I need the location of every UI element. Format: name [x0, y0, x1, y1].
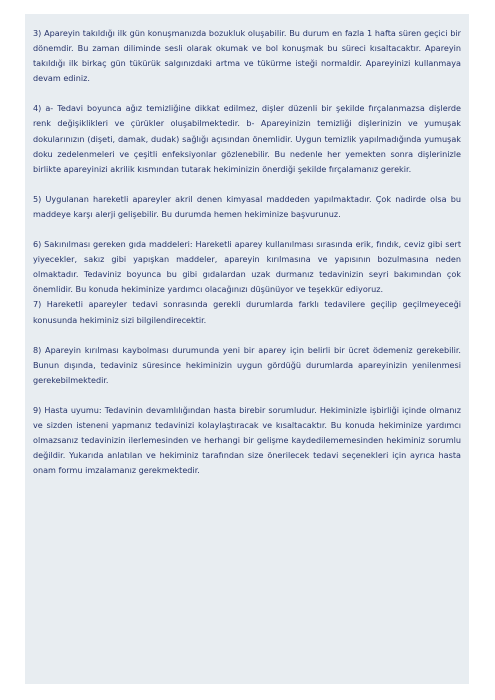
paragraph-6: 6) Sakınılması gereken gıda maddeleri: Hareketli aparey kullanılması sırasında erik, fındık, ceviz gibi sert yiyecekler, sakız gibi yapışkan maddeler, apareyin kırılmasına ve yapısının bozulmasına neden olmaktadır. Tedaviniz boyunca bu gibi gıdalardan uzak durmanız tedavinizin seyri bakımından çok önemlidir. Bu konuda hekiminize yardımcı olacağınızı düşünüyor ve teşekkür ediyoruz.: [33, 239, 461, 295]
paragraph-4: 4) a- Tedavi boyunca ağız temizliğine dikkat edilmez, dişler düzenli bir şekilde fırçalanmazsa dişlerde renk değişiklikleri ve çürükler oluşabilmektedir. b- Apareyinizin temizliği dişlerinizin ve yumuşak dokularınızın (dişeti, damak, dudak) sağlığı açısından önemlidir. Uygun temizlik yapılmadığında yumuşak doku zedelenmeleri ve çeşitli enfeksiyonlar gözlenebilir. Bu nedenle her yemekten sonra dişlerinizle birlikte apareyinizi akrilik kısmından tutarak hekiminizin önerdiği şekilde fırçalamanız gerekir.: [33, 103, 461, 174]
paragraph-5: 5) Uygulanan hareketli apareyler akril denen kimyasal maddeden yapılmaktadır. Çok nadirde olsa bu maddeye karşı alerji gelişebilir. Bu durumda hemen hekiminize başvurunuz.: [33, 193, 461, 219]
paragraph-7: 7) Hareketli apareyler tedavi sonrasında gerekli durumlarda farklı tedavilere geçilip geçilmeyeceği konusunda hekiminiz sizi bilgilendirecektir.: [33, 299, 461, 325]
paragraph-8: 8) Apareyin kırılması kaybolması durumunda yeni bir aparey için belirli bir ücret ödemeniz gerekebilir. Bunun dışında, tedaviniz süresince hekiminizin uygun gördüğü durumlarda apareyinizin yenilenmesi gerekebilmektedir.: [33, 344, 461, 385]
paragraph-3: 3) Apareyin takıldığı ilk gün konuşmanızda bozukluk oluşabilir. Bu durum en fazla 1 hafta süren geçici bir dönemdir. Bu zaman diliminde sesli olarak okumak ve bol konuşmak bu süreci kısaltacaktır. Apareyin takıldığı ilk birkaç gün tükürük salgınızdaki artma ve tükürme isteği normaldir. Apareyinizi kullanmaya devam ediniz.: [33, 28, 461, 84]
paragraph-9: 9) Hasta uyumu: Tedavinin devamlılığından hasta birebir sorumludur. Hekiminizle işbirliği içinde olmanız ve sizden isteneni yapmanız tedavinizi kolaylaştıracak ve kısaltacaktır. Bu konuda hekiminize yardımcı olmazsanız tedavinizin ilerlemesinden ve herhangi bir gelişme kaydedilememesinden hekiminiz sorumlu değildir. Yukarıda anlatılan ve hekiminiz tarafından size önerilecek tedavi seçenekleri için ayrıca hasta onam formu imzalamanız gerekmektedir.: [33, 404, 461, 476]
document-page: [25, 14, 469, 684]
